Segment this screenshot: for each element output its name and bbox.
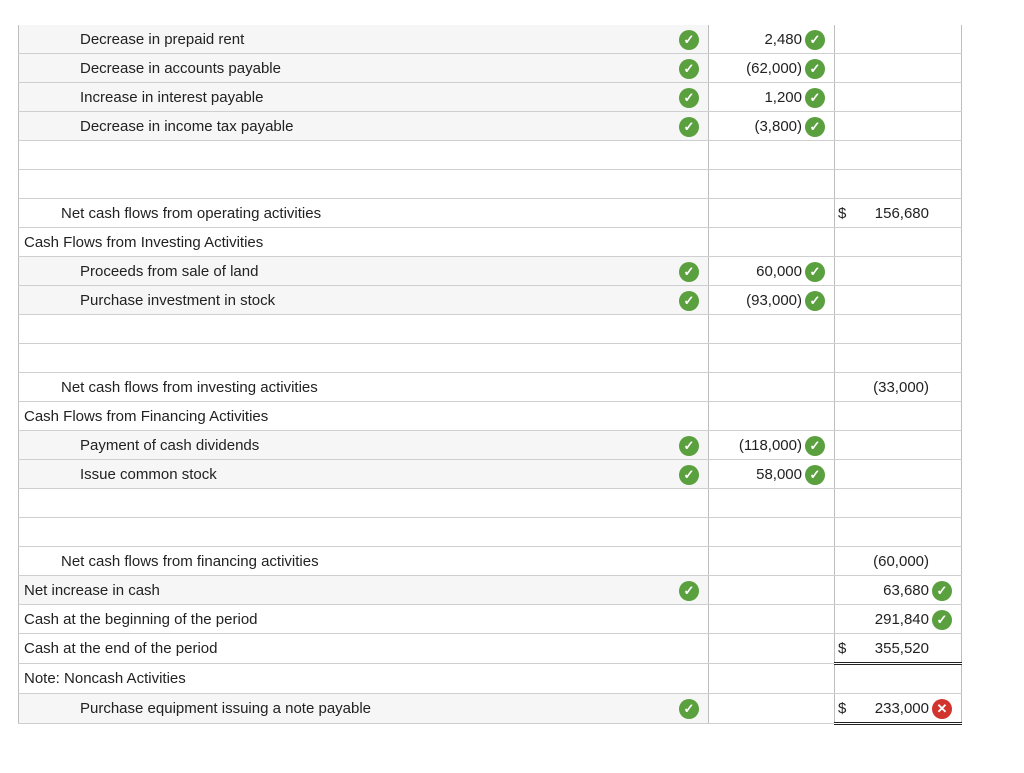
row-label: Cash at the beginning of the period (24, 610, 258, 628)
amount-cell[interactable] (709, 605, 835, 634)
table-row (19, 83, 962, 112)
total-value: 355,520 (874, 639, 929, 657)
amount-cell[interactable] (709, 286, 835, 315)
total-cell[interactable] (835, 286, 962, 315)
row-label: Purchase equipment issuing a note payable (80, 700, 372, 717)
table-row (19, 257, 962, 286)
label-input-cell[interactable] (19, 344, 709, 373)
label-input-cell[interactable] (19, 518, 709, 547)
row-label: Payment of cash dividends (80, 436, 260, 454)
section-header (19, 402, 709, 431)
table-row (19, 605, 962, 634)
total-cell[interactable] (835, 373, 962, 402)
row-label: Decrease in accounts payable (80, 59, 281, 77)
row-label: Cash at the end of the period (24, 640, 218, 657)
amount-value: 58,000 (756, 465, 802, 483)
table-row (19, 54, 962, 83)
check-circle-icon: ✓ (805, 88, 825, 108)
label-cell[interactable] (19, 25, 709, 54)
total-value: 63,680 (883, 581, 929, 599)
amount-cell[interactable] (709, 199, 835, 228)
total-cell (835, 402, 962, 431)
blank-entry-row (19, 344, 962, 373)
amount-cell[interactable] (709, 460, 835, 489)
section-header (19, 664, 709, 694)
label-cell[interactable] (19, 83, 709, 112)
check-circle-icon: ✓ (805, 291, 825, 311)
label-cell[interactable] (19, 54, 709, 83)
amount-cell[interactable] (709, 83, 835, 112)
label-cell[interactable] (19, 694, 709, 724)
table-row (19, 547, 962, 576)
row-label: Purchase investment in stock (80, 291, 276, 309)
total-cell[interactable] (835, 634, 962, 664)
blank-entry-row (19, 315, 962, 344)
row-label: Net cash flows from operating activities (61, 204, 322, 222)
total-value: 291,840 (874, 610, 929, 628)
table-row (19, 694, 962, 724)
total-cell[interactable] (835, 605, 962, 634)
blank-entry-row (19, 489, 962, 518)
amount-input-cell[interactable] (709, 170, 835, 199)
clipped-top-row (18, 0, 961, 25)
row-label: Net cash flows from investing activities (61, 378, 318, 396)
total-value: 156,680 (874, 204, 929, 222)
amount-input-cell[interactable] (709, 344, 835, 373)
blank-entry-row (19, 170, 962, 199)
amount-value: (118,000) (738, 436, 802, 454)
amount-value: (3,800) (754, 117, 802, 135)
amount-cell[interactable] (709, 112, 835, 141)
total-value: (33,000) (873, 378, 929, 396)
check-circle-icon: ✓ (679, 291, 699, 311)
total-cell[interactable] (835, 83, 962, 112)
label-input-cell[interactable] (19, 141, 709, 170)
section-header (19, 228, 709, 257)
amount-value: 2,480 (764, 30, 802, 48)
total-cell[interactable] (835, 547, 962, 576)
label-cell (19, 547, 709, 576)
table-row (19, 373, 962, 402)
amount-value: 60,000 (756, 262, 802, 280)
section-header-row (19, 228, 962, 257)
amount-input-cell[interactable] (709, 518, 835, 547)
total-cell[interactable] (835, 460, 962, 489)
label-cell[interactable] (19, 112, 709, 141)
amount-cell[interactable] (709, 576, 835, 605)
amount-cell[interactable] (709, 547, 835, 576)
row-label: Cash Flows from Investing Activities (24, 233, 264, 251)
label-cell[interactable] (19, 257, 709, 286)
amount-cell (709, 228, 835, 257)
cash-flow-statement-table (18, 25, 962, 725)
check-circle-icon: ✓ (679, 699, 699, 719)
x-circle-icon: ✕ (932, 699, 952, 719)
row-label: Cash Flows from Financing Activities (24, 407, 269, 425)
table-row (19, 25, 962, 54)
total-cell[interactable] (835, 694, 962, 724)
table-row (19, 286, 962, 315)
dollar-sign: $ (838, 640, 847, 657)
table-row (19, 576, 962, 605)
check-circle-icon: ✓ (932, 610, 952, 630)
check-circle-icon: ✓ (679, 88, 699, 108)
amount-cell[interactable] (709, 431, 835, 460)
check-circle-icon: ✓ (679, 262, 699, 282)
total-input-cell[interactable] (835, 489, 962, 518)
row-label: Proceeds from sale of land (80, 262, 259, 280)
amount-cell[interactable] (709, 54, 835, 83)
table-row (19, 431, 962, 460)
check-circle-icon: ✓ (679, 30, 699, 50)
label-cell[interactable] (19, 286, 709, 315)
row-label: Decrease in income tax payable (80, 117, 294, 135)
table-row (19, 634, 962, 664)
check-circle-icon: ✓ (679, 59, 699, 79)
total-cell[interactable] (835, 431, 962, 460)
amount-cell (709, 402, 835, 431)
total-input-cell[interactable] (835, 315, 962, 344)
check-circle-icon: ✓ (805, 436, 825, 456)
amount-cell (709, 664, 835, 694)
total-cell[interactable] (835, 199, 962, 228)
table-row (19, 112, 962, 141)
total-cell[interactable] (835, 576, 962, 605)
row-label: Note: Noncash Activities (24, 670, 186, 687)
check-circle-icon: ✓ (805, 30, 825, 50)
total-cell (835, 228, 962, 257)
total-input-cell[interactable] (835, 170, 962, 199)
label-cell[interactable] (19, 460, 709, 489)
dollar-sign: $ (838, 205, 847, 222)
check-circle-icon: ✓ (679, 117, 699, 137)
label-cell (19, 373, 709, 402)
check-circle-icon: ✓ (805, 59, 825, 79)
amount-cell[interactable] (709, 694, 835, 724)
total-cell[interactable] (835, 25, 962, 54)
row-label: Decrease in prepaid rent (80, 30, 245, 48)
table-row (19, 199, 962, 228)
check-circle-icon: ✓ (805, 117, 825, 137)
section-header-row (19, 402, 962, 431)
label-cell (19, 634, 709, 664)
check-circle-icon: ✓ (805, 465, 825, 485)
amount-value: 1,200 (764, 88, 802, 106)
amount-cell[interactable] (709, 634, 835, 664)
label-cell[interactable] (19, 576, 709, 605)
label-input-cell[interactable] (19, 489, 709, 518)
row-label: Net increase in cash (24, 581, 160, 599)
check-circle-icon: ✓ (679, 581, 699, 601)
check-circle-icon: ✓ (932, 581, 952, 601)
total-input-cell[interactable] (835, 518, 962, 547)
row-label: Issue common stock (80, 465, 217, 483)
label-input-cell[interactable] (19, 315, 709, 344)
row-label: Increase in interest payable (80, 88, 264, 106)
amount-cell[interactable] (709, 373, 835, 402)
blank-entry-row (19, 518, 962, 547)
total-cell[interactable] (835, 54, 962, 83)
check-circle-icon: ✓ (805, 262, 825, 282)
row-label: Net cash flows from financing activities (61, 552, 319, 570)
total-value: (60,000) (873, 552, 929, 570)
amount-value: (93,000) (746, 291, 802, 309)
amount-input-cell[interactable] (709, 141, 835, 170)
total-cell[interactable] (835, 257, 962, 286)
table-row (19, 460, 962, 489)
blank-entry-row (19, 141, 962, 170)
dollar-sign: $ (838, 700, 847, 717)
section-header-row (19, 664, 962, 694)
amount-cell[interactable] (709, 25, 835, 54)
amount-cell[interactable] (709, 257, 835, 286)
amount-input-cell[interactable] (709, 489, 835, 518)
total-input-cell[interactable] (835, 344, 962, 373)
total-cell (835, 664, 962, 694)
total-cell[interactable] (835, 112, 962, 141)
check-circle-icon: ✓ (679, 465, 699, 485)
total-input-cell[interactable] (835, 141, 962, 170)
label-cell (19, 605, 709, 634)
label-cell[interactable] (19, 431, 709, 460)
check-circle-icon: ✓ (679, 436, 699, 456)
label-cell (19, 199, 709, 228)
total-value: 233,000 (874, 699, 929, 717)
amount-value: (62,000) (746, 59, 802, 77)
amount-input-cell[interactable] (709, 315, 835, 344)
label-input-cell[interactable] (19, 170, 709, 199)
